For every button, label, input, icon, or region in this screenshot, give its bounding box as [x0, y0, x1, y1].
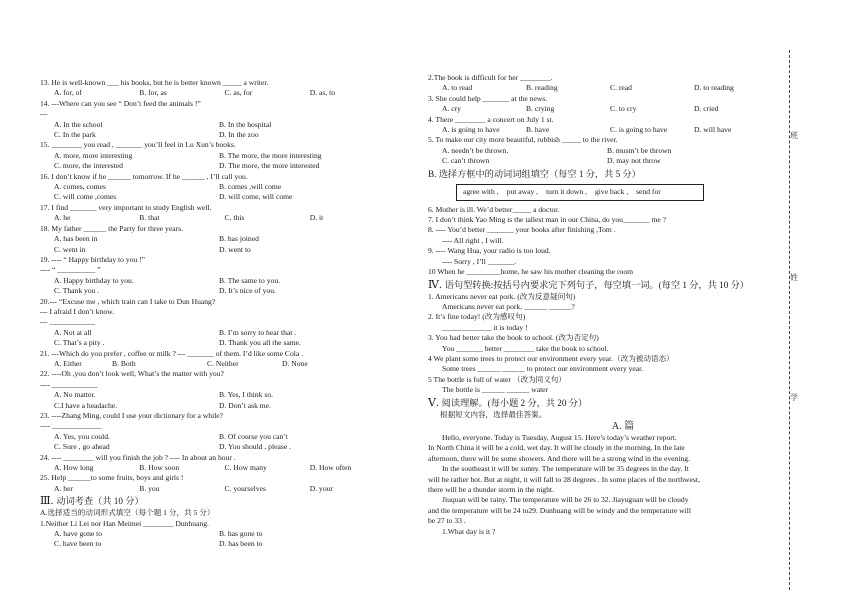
answer-option[interactable]: C. yourselves — [224, 483, 266, 493]
left-column — [40, 78, 395, 550]
answer-option[interactable]: B. has joined — [219, 234, 259, 244]
fill-blank-item: 8. ---- You’d better _______ your books after finishing ,Tom . — [428, 225, 616, 235]
section-title: 动词考查（共 10 分） — [56, 496, 144, 507]
answer-option[interactable]: C. Neither — [207, 358, 239, 368]
answer-option[interactable]: A. has been in — [54, 234, 98, 244]
answer-option[interactable]: C. to cry — [610, 104, 637, 114]
answer-option[interactable]: B. crying — [526, 104, 555, 114]
word-box-item: give back , — [594, 186, 629, 196]
answer-option[interactable]: D. None — [282, 358, 308, 368]
answer-option[interactable]: D. You should , please . — [219, 442, 291, 452]
answer-option[interactable]: C. Thank you . — [54, 286, 100, 296]
question-stem: 25. Help ______to some fruits, boys and girls ! — [40, 473, 184, 483]
dialogue-line: --- ____________ — [40, 317, 96, 327]
answer-option[interactable]: D. In the zoo — [219, 130, 259, 140]
answer-option[interactable]: A. more, more interesting — [54, 150, 133, 160]
option-row — [40, 484, 395, 494]
option-row — [40, 245, 395, 255]
passage-title: A. 篇 — [611, 420, 635, 432]
passage-line: Hello, everyone. Today is Tuesday, August 15. Here’s today’s weather report. — [442, 432, 677, 442]
section-4-heading: Ⅳ. 语句型转换:按括号内要求完下列句子，每空填一词。(每空 1 分，共 10 分） — [428, 278, 749, 291]
answer-option[interactable]: C. That’s a pity . — [54, 338, 105, 348]
answer-option[interactable]: A. he — [54, 213, 71, 223]
word-box-item: agree with , — [463, 186, 499, 196]
answer-option[interactable]: D. it — [309, 213, 324, 223]
answer-option[interactable]: A. for, of — [54, 88, 82, 98]
answer-option[interactable]: C. as, for — [224, 88, 253, 98]
answer-option[interactable]: C. went in — [54, 244, 86, 254]
option-row — [40, 390, 395, 400]
answer-option[interactable]: D. The more, the more interested — [219, 161, 320, 171]
word-box-item: put away , — [506, 186, 539, 196]
margin-mark: 班 — [790, 131, 798, 140]
answer-option[interactable]: C. have been to — [54, 539, 102, 549]
answer-option[interactable]: B. The same to you. — [219, 275, 281, 285]
passage-line: be 27 to 33 . — [428, 516, 466, 526]
question-stem: 20.--- “Excuse me , which train can I take to Dun Huang? — [40, 296, 216, 306]
question-stem: 1.Neither Li Lei nor Han Meimei ________ Dunhuang. — [40, 518, 209, 528]
dialogue-line: --- I afraid I don’t know. — [40, 306, 115, 316]
answer-option[interactable]: B. How soon — [139, 463, 180, 473]
answer-option[interactable]: D. has been to — [219, 539, 263, 549]
answer-option[interactable]: B. reading — [526, 83, 558, 93]
margin-mark: 姓 — [790, 273, 798, 282]
answer-option[interactable]: C. can’t thrown — [442, 156, 490, 166]
option-row — [428, 146, 778, 156]
answer-option[interactable]: D. went to — [219, 244, 251, 254]
transform-item: 1. Americans never eat pork. (改为反意疑问句) — [428, 291, 576, 301]
transform-item: The bottle is ______ ______ water — [442, 385, 549, 395]
answer-option[interactable]: C. will come ,comes — [54, 192, 117, 202]
answer-option[interactable]: D. to reading — [694, 83, 734, 93]
answer-option[interactable]: C. more, the interested — [54, 161, 123, 171]
answer-option[interactable]: B. that — [139, 213, 160, 223]
answer-option[interactable]: A. Not at all — [54, 327, 92, 337]
answer-option[interactable]: B. comes ,will come — [219, 182, 282, 192]
option-row — [40, 359, 395, 369]
question-stem: 16. I don’t know if he ______ tomorrow. If he ______ , I’ll call you. — [40, 171, 248, 181]
option-row — [40, 529, 395, 539]
section-5-heading: Ⅴ. 阅读理解。(每小题 2 分，共 20 分） — [428, 396, 588, 409]
answer-option[interactable]: A. Happy birthday to you. — [54, 275, 134, 285]
fill-blank-item: ---- All right , I will. — [442, 235, 504, 245]
answer-option[interactable]: A. Yes, you could. — [54, 431, 110, 441]
question-stem: 19. ---- “ Happy birthday to you !” — [40, 254, 146, 264]
answer-option[interactable]: B. In the hospital — [219, 119, 272, 129]
answer-option[interactable]: D. will have — [694, 125, 732, 135]
word-box-item: send for — [636, 186, 661, 196]
fill-blank-item: 10 When he _________home, he saw his mother cleaning the room — [428, 267, 634, 277]
option-row — [40, 432, 395, 442]
option-row — [40, 151, 395, 161]
answer-option[interactable]: C. this — [224, 213, 245, 223]
option-row — [428, 125, 778, 135]
transform-item: 2. It’s fine today! (改为感叹句) — [428, 312, 526, 322]
answer-option[interactable]: B. I’m sorry to hear that . — [219, 327, 297, 337]
option-row — [428, 83, 778, 93]
fill-blank-item: ---- Sorry , I’ll _______. — [442, 256, 517, 266]
answer-option[interactable]: A. cry — [442, 104, 461, 114]
answer-option[interactable]: B. Yes, I think so. — [219, 390, 274, 400]
answer-option[interactable]: C.I have a headache. — [54, 400, 118, 410]
passage-line: there will be a thunder storm in the night. — [428, 485, 554, 494]
passage-line: afternoon, there will be some showers. And there will be a strong wind in the evening. — [428, 453, 690, 463]
dialogue-line: ---- _____________ — [40, 421, 102, 431]
margin-mark: 学 — [790, 393, 798, 402]
option-row — [40, 182, 395, 192]
answer-option[interactable]: D. It’s nice of you. — [219, 286, 276, 296]
answer-option[interactable]: D. cried — [694, 104, 719, 114]
answer-option[interactable]: B. has gone to — [219, 529, 263, 539]
option-row — [40, 234, 395, 244]
section-5-instruction: 根据短文内容，选择最佳答案。 — [440, 409, 547, 419]
passage-line: In the southeast it will be sunny. The temperature will be 35 degrees in the day. It — [442, 464, 689, 474]
question-stem: 15. ________ you read , _______ you’ll feel in Lu Xun’s books. — [40, 140, 236, 150]
answer-option[interactable]: A. needn’t be thrown. — [442, 145, 509, 155]
transform-item: You _______ better ________ take the book to school. — [442, 343, 609, 353]
answer-option[interactable]: A. Either — [54, 358, 82, 368]
section-3a-heading: A.选择适当的动词形式填空（每个题 1 分，共 5 分） — [40, 508, 215, 518]
question-stem: 21. ---Which do you prefer , coffee or milk ? --- _______ of them. I’d like some Cola . — [40, 348, 304, 358]
transform-item: 4 We plant some trees to protect our environment every year.（改为被动语态） — [428, 353, 674, 363]
option-row — [40, 539, 395, 549]
option-row — [40, 161, 395, 171]
answer-option[interactable]: C. How many — [224, 463, 267, 473]
option-row — [40, 130, 395, 140]
fill-blank-item: 6. Mother is ill. We’d better_____ a doctor. — [428, 204, 560, 214]
question-stem: 4. There ________ a concert on July 1 st. — [428, 114, 554, 124]
option-row — [40, 88, 395, 98]
option-row — [40, 463, 395, 473]
passage-line: Jiuquan will be rainy. The temperature will be 26 to 32. Jiayuguan will be cloudy — [442, 495, 689, 505]
question-stem: 5. To make our city more beautiful, rubbish _____ to the river. — [428, 135, 618, 145]
option-row — [40, 213, 395, 223]
answer-option[interactable]: D. Thank you all the same. — [219, 338, 301, 348]
dialogue-line: ---- ____________ — [40, 379, 98, 389]
word-box-item: turn it down , — [546, 186, 587, 196]
word-box — [456, 184, 704, 201]
answer-option[interactable]: B. have — [526, 125, 550, 135]
option-row — [40, 120, 395, 130]
section-3-heading — [40, 495, 395, 508]
answer-option[interactable]: B. mustn’t be thrown — [607, 145, 672, 155]
passage-line: 1.What day is it ? — [442, 526, 496, 536]
answer-option[interactable]: A. is going to have — [442, 125, 500, 135]
answer-option[interactable]: B. The more, the more interesting — [219, 150, 322, 160]
option-row — [40, 338, 395, 348]
option-row — [40, 328, 395, 338]
answer-option[interactable]: D. your — [309, 483, 333, 493]
option-row — [40, 286, 395, 296]
answer-option[interactable]: A. How long — [54, 463, 94, 473]
passage-line: In North China it will be a cold, wet day. It will be cloudy in the morning. In the late — [428, 443, 685, 453]
transform-item: Some trees ______ ______ to protect our environment every year. — [442, 364, 644, 374]
option-row — [40, 276, 395, 286]
transform-item: 3. You had better take the book to school. (改为否定句) — [428, 333, 599, 343]
answer-option[interactable]: C. Sure , go ahead — [54, 442, 110, 452]
question-stem: 23. ----Zhang Ming, could I use your dictionary for a while? — [40, 411, 224, 420]
fill-blank-item: 9. ---- Wang Hua, your radio is too loud. — [428, 246, 551, 256]
answer-option[interactable]: A. to read — [442, 83, 473, 93]
answer-option[interactable]: A. her — [54, 483, 73, 493]
answer-option[interactable]: D. may not throw — [607, 156, 661, 166]
answer-option[interactable]: B. Of course you can’t — [219, 431, 288, 441]
section-b-heading: B. 选择方框中的动词词组填空（每空 1 分，共 5 分） — [428, 168, 641, 179]
answer-option[interactable]: A. No matter. — [54, 390, 96, 400]
answer-option[interactable]: B. Both — [112, 358, 136, 368]
dialogue-line: ---- “ __________ ” — [40, 265, 101, 275]
option-row — [40, 401, 395, 411]
answer-option[interactable]: B. for, as — [139, 88, 167, 98]
passage-line: will be rather hot. But at night, it will fall to 28 degrees . In some places of the northwest, — [428, 474, 700, 484]
answer-option[interactable]: C. In the park — [54, 130, 96, 140]
answer-option[interactable]: A. have gone to — [54, 529, 103, 539]
answer-option[interactable]: B. you — [139, 483, 160, 493]
dialogue-line: --- — [40, 109, 48, 119]
option-row — [428, 104, 778, 114]
right-column — [428, 73, 778, 537]
fill-blank-item: 7. I don’t think Yao Ming is the tallest man in our China, do you_______ me ? — [428, 215, 666, 225]
option-row — [40, 442, 395, 452]
answer-option[interactable]: C. read — [610, 83, 632, 93]
question-stem: 3. She could help _______ at the news. — [428, 93, 548, 103]
transform-item: 5 The bottle is full of water （改为同义句） — [428, 374, 567, 384]
question-stem: 13. He is well-known ___ his books, but he is better known _____ a writer. — [40, 78, 269, 87]
answer-option[interactable]: C. is going to have — [610, 125, 668, 135]
question-stem: 22. ----Oh ,you don’t look well, What’s the matter with you? — [40, 369, 224, 379]
section-number: Ⅲ. — [40, 495, 54, 508]
passage-line: and the temperature will be 24 to29. Dunhuang will be windy and the temperature will — [428, 505, 691, 515]
question-stem: 17. I find _______ very important to study English well. — [40, 202, 212, 212]
question-stem: 2.The book is difficult for her ________. — [428, 73, 553, 82]
answer-option[interactable]: D. as, to — [309, 88, 336, 98]
question-stem: 24. ---- ________ will you finish the job ? ---- In about an hour . — [40, 452, 236, 462]
answer-option[interactable]: A. comes, comes — [54, 182, 106, 192]
question-stem: 18. My father ______ the Party for three years. — [40, 223, 183, 233]
option-row — [40, 192, 395, 202]
option-row — [428, 156, 778, 166]
answer-option[interactable]: D. Don’t ask me. — [219, 400, 271, 410]
answer-option[interactable]: D. will come, will come — [219, 192, 293, 202]
transform-item: _____________ it is today ! — [442, 322, 528, 332]
answer-option[interactable]: A. In the school — [54, 119, 103, 129]
transform-item: Americans never eat pork, ______ ______? — [442, 301, 575, 311]
question-stem: 14. ---Where can you see “ Don’t feed the animals !” — [40, 98, 201, 108]
answer-option[interactable]: D. How often — [309, 463, 352, 473]
